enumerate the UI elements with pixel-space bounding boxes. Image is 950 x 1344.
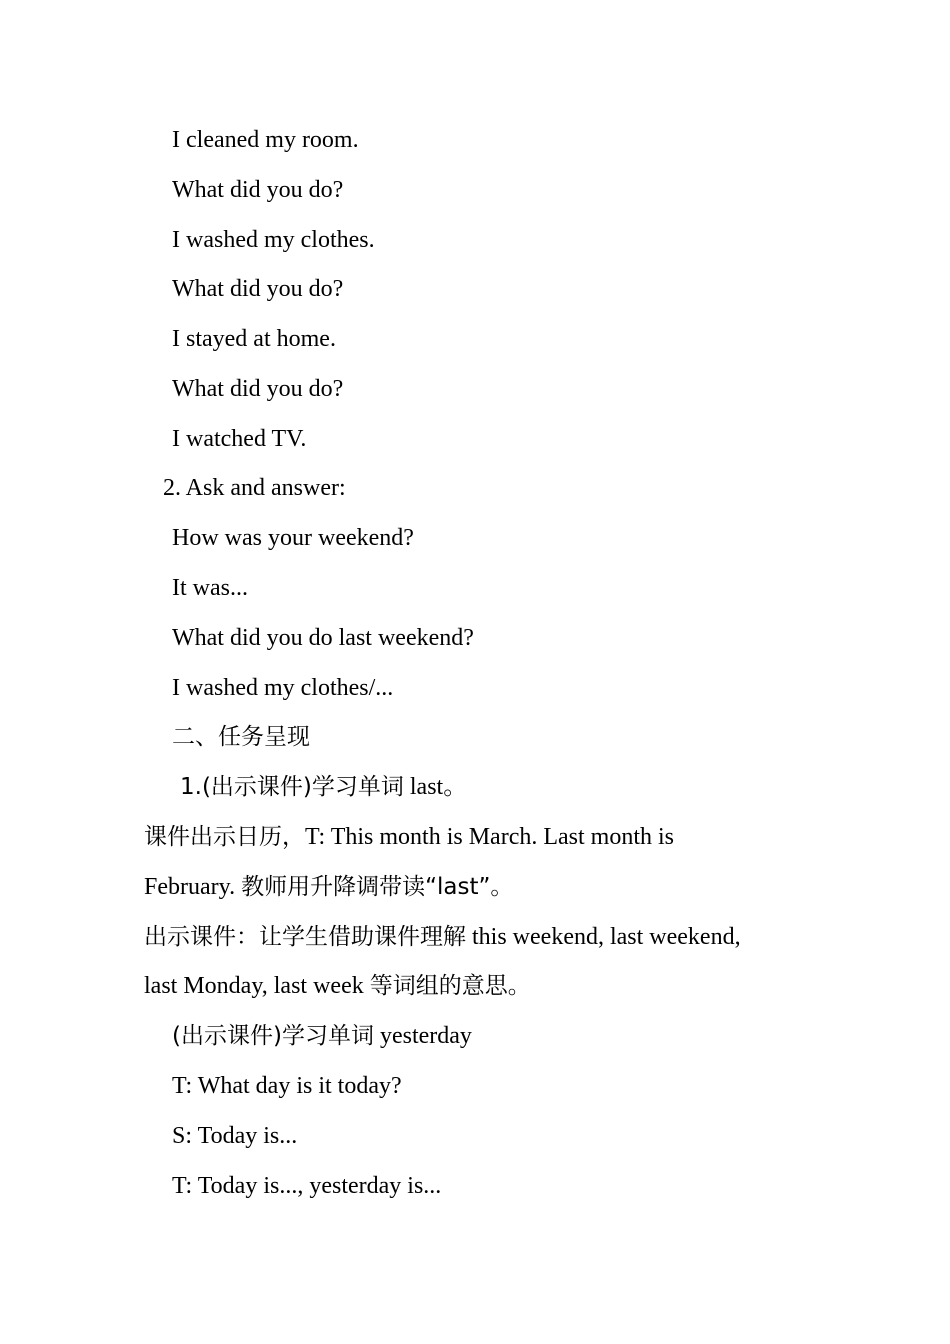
step-1-en: last。: [403, 774, 468, 800]
dialogue2-line: T: What day is it today?: [172, 1073, 402, 1099]
step-2-cn: (出示课件)学习单词: [172, 1023, 374, 1049]
para1-line2-en: February.: [144, 874, 242, 900]
dialogue-line: I watched TV.: [172, 426, 307, 452]
ask-line: I washed my clothes/...: [172, 675, 394, 701]
paragraph-2-line-2: [144, 971, 531, 1001]
dialogue-line: What did you do?: [172, 376, 344, 402]
dialogue-line: I stayed at home.: [172, 326, 336, 352]
ask-line: How was your weekend?: [172, 525, 414, 551]
ask-heading: 2. Ask and answer:: [163, 475, 346, 501]
step-1-cn: 1.(出示课件)学习单词: [180, 774, 404, 800]
dialogue-line: I washed my clothes.: [172, 227, 375, 253]
para2-line2-cn: 等词组的意思。: [369, 973, 531, 999]
ask-line: It was...: [172, 575, 248, 601]
para2-line1-en: this weekend, last weekend,: [466, 924, 741, 950]
step-1: [180, 772, 467, 802]
para1-line1-cn: 课件出示日历，: [144, 824, 305, 850]
step-2: [172, 1021, 472, 1051]
para2-line1-cn: 出示课件：让学生借助课件理解: [144, 924, 466, 950]
para1-line1-en: T: This month is March. Last month is: [305, 824, 675, 850]
paragraph-1-line-2: [144, 872, 513, 902]
para1-line2-cn: 教师用升降调带读“last”。: [241, 874, 514, 900]
dialogue-line: What did you do?: [172, 177, 344, 203]
dialogue2-line: S: Today is...: [172, 1123, 298, 1149]
dialogue2-line: T: Today is..., yesterday is...: [172, 1173, 442, 1199]
para2-line2-en: last Monday, last week: [144, 973, 370, 999]
paragraph-1-line-1: [144, 822, 674, 852]
dialogue-line: I cleaned my room.: [172, 127, 359, 153]
paragraph-2-line-1: [144, 922, 741, 952]
ask-line: What did you do last weekend?: [172, 625, 474, 651]
step-2-en: yesterday: [373, 1023, 472, 1049]
dialogue-line: What did you do?: [172, 276, 344, 302]
section-title: 二、任务呈现: [172, 724, 310, 750]
